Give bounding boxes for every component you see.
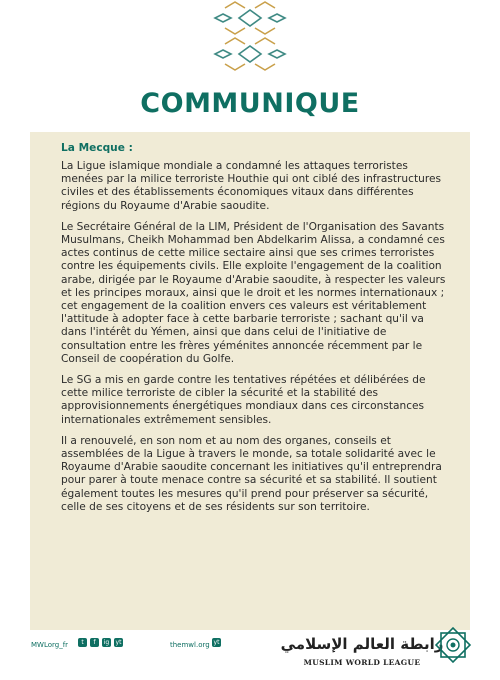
- paragraph-4: Il a renouvelé, en son nom et au nom des organes, conseils et assemblées de la Ligue à travers le monde, sa totale solidarité avec le Royaume d'Arabie saoudite concernant les initiatives qu'il entreprendra pour parer à toute menace contre sa sécurité et sa stabilité. Il soutient également toutes les mesures qu'il prend pour préserver sa sécurité, celle de ses citoyens et de ses résidents sur son territoire.: [61, 434, 442, 513]
- arabic-logo-text-icon: [280, 632, 444, 654]
- communique-body: [30, 132, 470, 630]
- twitter-icon[interactable]: t: [78, 638, 87, 647]
- social-handle-link[interactable]: MWLorg_fr: [31, 641, 69, 649]
- instagram-icon[interactable]: ig: [103, 639, 110, 646]
- footer: [30, 630, 470, 680]
- paragraph-3: Le SG a mis en garde contre les tentatives répétées et délibérées de cette milice terroriste de cibler la sécurité et la stabilité des approvisionnements énergétiques mondiaux dans ces circonstances internationales extrêmement sensibles.: [61, 374, 426, 426]
- youtube-icon[interactable]: yt: [115, 639, 122, 646]
- logo-arabic-text: رابطة العالم الإسلامي: [280, 635, 444, 653]
- social-icons: [78, 638, 123, 647]
- website-icons: [212, 638, 221, 647]
- facebook-icon[interactable]: f: [90, 638, 99, 647]
- mwl-emblem-icon: [438, 630, 468, 660]
- paragraph-1: La Ligue islamique mondiale a condamné les attaques terroristes menées par la milice terroriste Houthie qui ont ciblé des infrastructures civiles et des établissements économiques vitaux dans différentes régions du Royaume d'Arabie saoudite.: [61, 160, 441, 212]
- website-link[interactable]: themwl.org: [170, 641, 210, 649]
- page-title: COMMUNIQUE: [140, 88, 360, 119]
- play-icon[interactable]: yt: [213, 639, 220, 646]
- logo-english-text: MUSLIM WORLD LEAGUE: [303, 658, 421, 667]
- paragraph-2: Le Secrétaire Général de la LIM, Président de l'Organisation des Savants Musulmans, Cheikh Mohammad ben Abdelkarim Alissa, a condamné ces actes continus de cette milice sectaire ainsi que ses crimes terroristes contre les équipements civils. Elle exploite l'engagement de la coalition arabe, dirigée par le Royaume d'Arabie saoudite, à respecter les valeurs et les principes moraux, ainsi que le droit et les normes internationaux ; cet engagement de la coalition envers ces valeurs est véritablement l'attitude à adopter face à cette barbarie terroriste ; sachant qu'il va dans l'intérêt du Yémen, ainsi que dans celui de l'initiative de consultation entre les frères yéménites annoncée récemment par le Conseil de coopération du Golfe.: [61, 220, 446, 365]
- location-label: La Mecque :: [61, 142, 133, 154]
- geometric-ornament-icon: [205, 0, 295, 82]
